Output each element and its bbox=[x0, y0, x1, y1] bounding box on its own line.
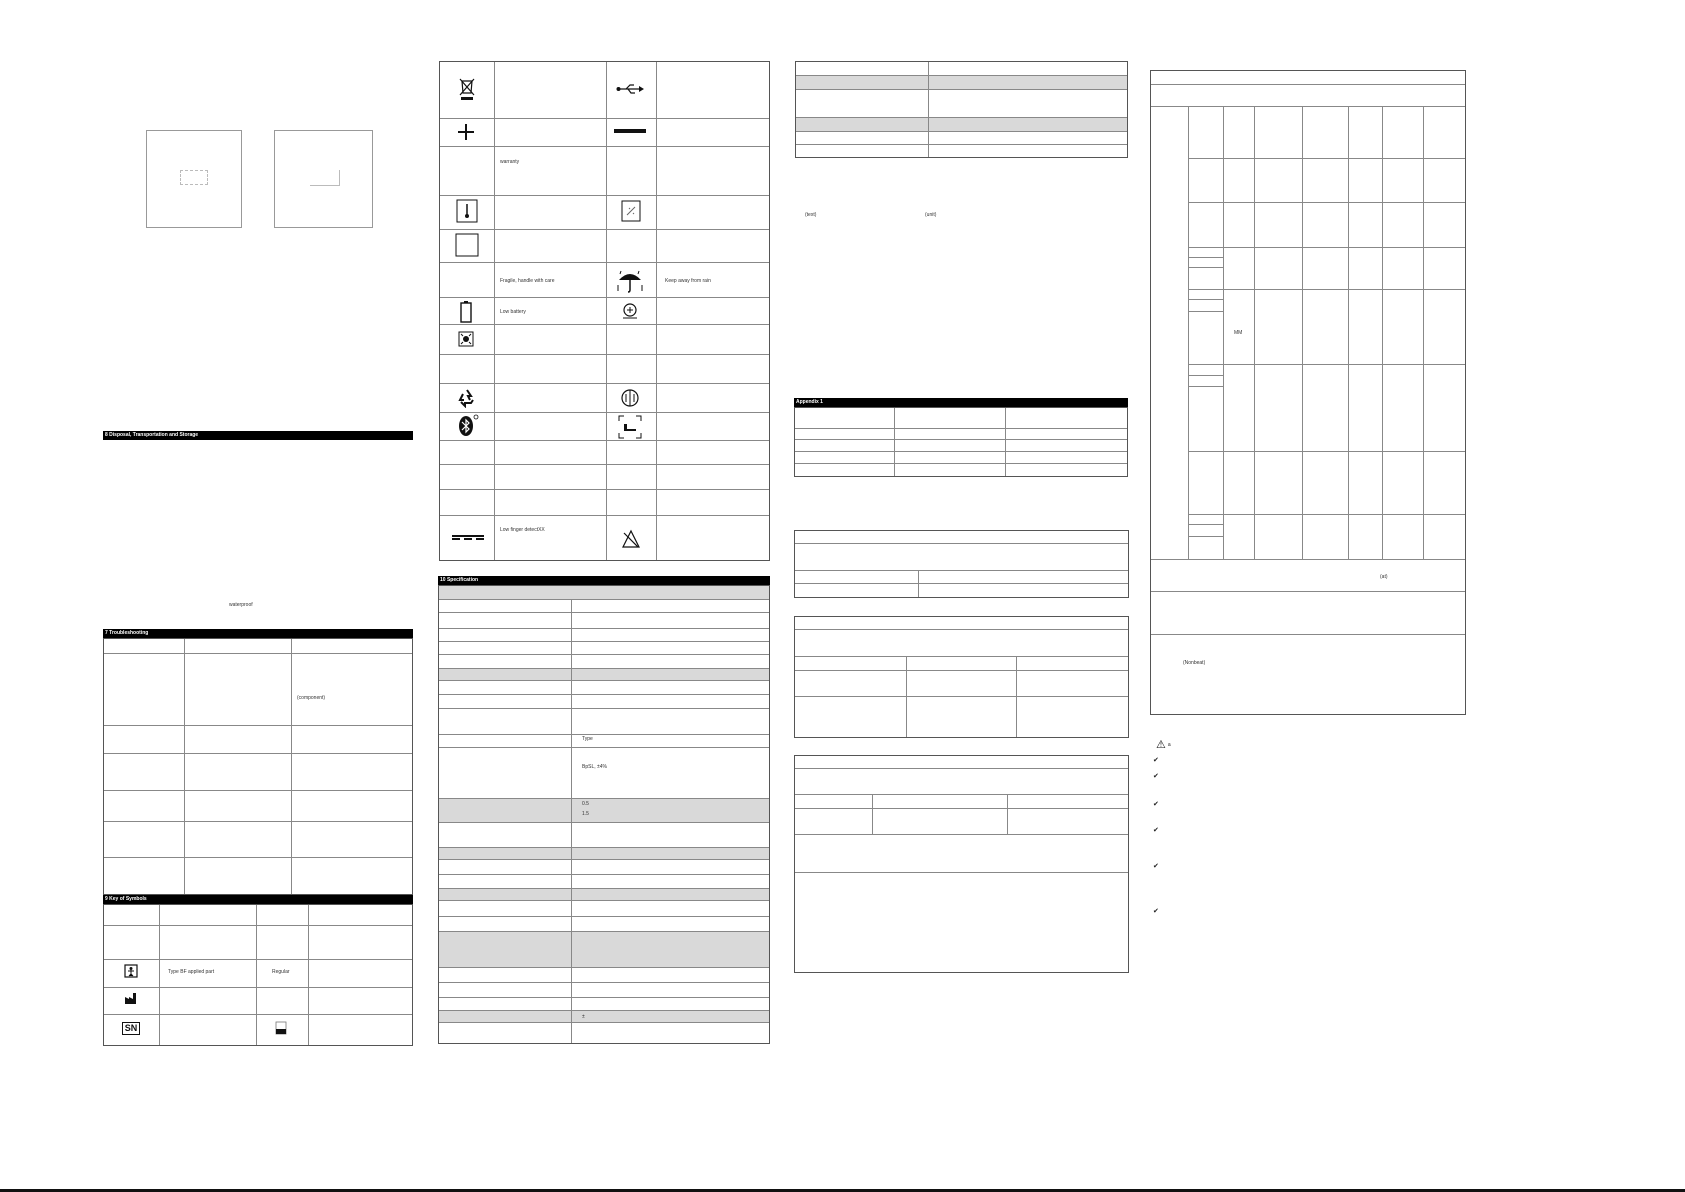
low-battery-icon bbox=[458, 299, 474, 325]
dc-current-icon bbox=[450, 530, 486, 544]
temperature-limit-icon bbox=[454, 198, 480, 224]
pulse-icon bbox=[618, 386, 642, 410]
top-table-col3 bbox=[795, 61, 1128, 158]
bluetooth-icon bbox=[455, 412, 481, 440]
symbol-desc-warranty: warranty bbox=[500, 159, 520, 165]
spec-value-a: 0.5 bbox=[582, 801, 589, 807]
emc-table-2 bbox=[794, 616, 1129, 738]
check-bullet-4: ✔ bbox=[1153, 827, 1159, 834]
spec-value-type: Type bbox=[582, 736, 593, 742]
symbol-desc-low-battery: Low battery bbox=[500, 309, 526, 315]
spec-value-accuracy: BpSL, ±4% bbox=[582, 764, 607, 770]
symbol-desc-keep-away: Keep away from rain bbox=[665, 278, 711, 284]
check-bullet-2: ✔ bbox=[1153, 773, 1159, 780]
manufacturer-icon bbox=[122, 989, 140, 1007]
frame-icon bbox=[616, 413, 644, 441]
blank-square-icon bbox=[453, 232, 481, 258]
symbol-desc-regular: Regular bbox=[272, 969, 290, 975]
minus-icon bbox=[613, 126, 647, 136]
symbol-desc-fragile: Fragile, handle with care bbox=[500, 278, 555, 284]
date-of-manufacture-icon bbox=[272, 1019, 290, 1037]
immunity-table-small-mark: (at) bbox=[1380, 574, 1388, 580]
symbols-heading: 9 Key of Symbols bbox=[103, 895, 413, 904]
spec-value-b: 1.5 bbox=[582, 811, 589, 817]
warning-line bbox=[1156, 738, 1171, 751]
ip-rating-icon bbox=[456, 329, 476, 349]
disposal-heading: 8 Disposal, Transportation and Storage bbox=[103, 431, 413, 440]
emc-table-1 bbox=[794, 530, 1129, 598]
weee-disposal-icon bbox=[455, 76, 479, 104]
troubleshooting-heading: 7 Troubleshooting bbox=[103, 629, 413, 638]
usb-icon bbox=[615, 80, 645, 98]
troubleshooting-table bbox=[103, 638, 413, 895]
immunity-table-note: (Nonbeat) bbox=[1183, 660, 1206, 666]
serial-number-label: SN bbox=[122, 1022, 141, 1035]
plus-icon bbox=[455, 121, 477, 143]
device-display-right bbox=[310, 170, 340, 186]
check-bullet-3: ✔ bbox=[1153, 801, 1159, 808]
warning-icon: ⚠ bbox=[1156, 738, 1166, 751]
symbols-table-col1 bbox=[103, 904, 413, 1046]
check-bullet-5: ✔ bbox=[1153, 863, 1159, 870]
appendix-heading: Appendix 1 bbox=[794, 398, 1128, 407]
immunity-table-mark: MM bbox=[1234, 330, 1243, 336]
pressure-limit-icon bbox=[619, 300, 641, 322]
serial-number-icon bbox=[118, 1019, 144, 1037]
spec-table bbox=[438, 585, 770, 1044]
col3-small-text-1: (text) bbox=[805, 212, 817, 218]
troubleshooting-cell-text: (component) bbox=[297, 695, 326, 701]
spec-value-c: ± bbox=[582, 1014, 585, 1020]
type-bf-applied-part-icon bbox=[122, 962, 140, 980]
check-bullet-6: ✔ bbox=[1153, 908, 1159, 915]
note-text: waterproof bbox=[229, 602, 253, 608]
appendix-table bbox=[794, 407, 1128, 477]
check-bullet-1: ✔ bbox=[1153, 757, 1159, 764]
device-display-left bbox=[180, 170, 208, 185]
emc-table-3 bbox=[794, 755, 1129, 973]
symbol-desc-low-finger: Low finger detectXX bbox=[500, 527, 545, 533]
warning-suffix: a bbox=[1167, 741, 1171, 748]
recycle-icon bbox=[455, 386, 479, 410]
alarm-off-icon bbox=[619, 527, 643, 551]
spec-heading: 10 Specification bbox=[438, 576, 770, 585]
immunity-table bbox=[1150, 70, 1466, 715]
col3-small-text-2: (unit) bbox=[925, 212, 937, 218]
humidity-limit-icon bbox=[619, 198, 643, 224]
keep-dry-icon bbox=[614, 266, 646, 296]
symbols-table-col2 bbox=[439, 61, 770, 561]
symbol-desc-bf: Type BF applied part bbox=[168, 969, 215, 975]
